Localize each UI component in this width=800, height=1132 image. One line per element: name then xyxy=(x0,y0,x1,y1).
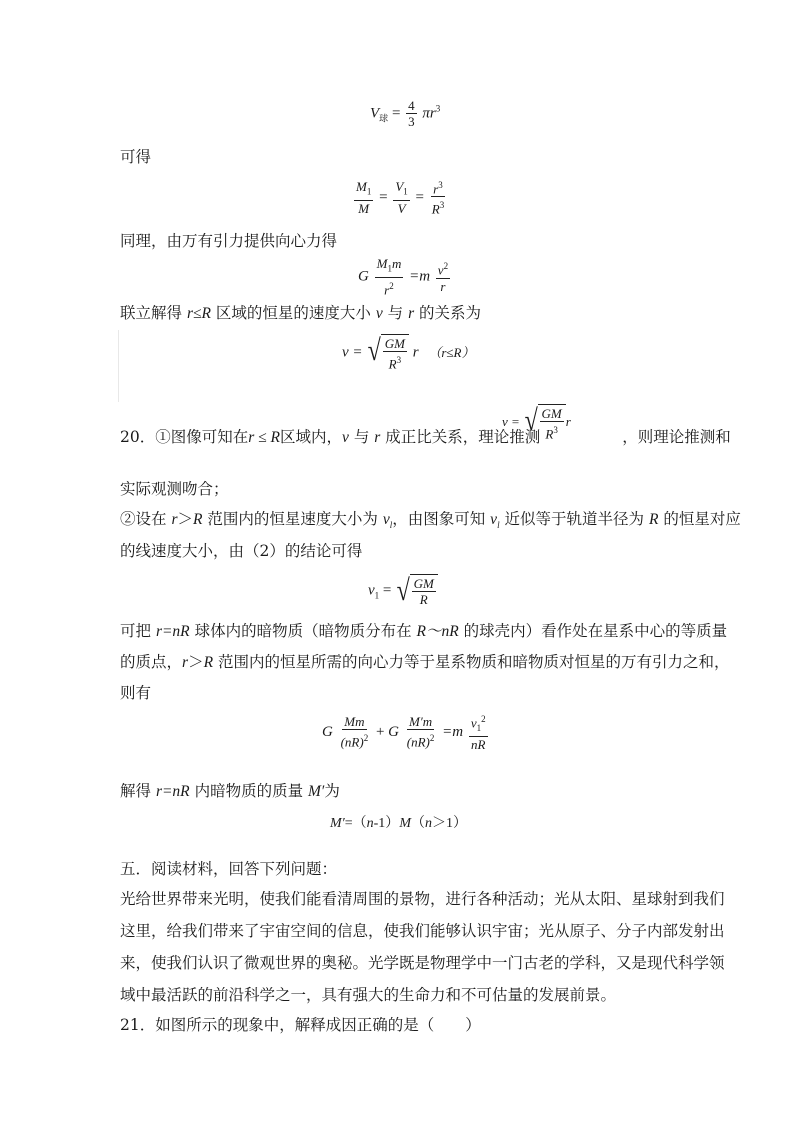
g-symbol: G xyxy=(358,268,369,285)
equation-dark-matter xyxy=(322,712,490,753)
seg: 的恒星对应 xyxy=(658,510,741,528)
sub: 1 xyxy=(403,186,408,197)
equals-m: =m xyxy=(442,723,464,740)
text-q2 xyxy=(120,508,741,536)
seg: -1） xyxy=(373,816,400,831)
seg-math: v xyxy=(382,511,390,528)
seg-math: r=nR xyxy=(155,623,190,640)
seg: 解得 xyxy=(120,782,156,800)
seg-math: M′ xyxy=(308,783,325,800)
paragraph-line: 来，使我们认识了微观世界的奥秘。光学既是物理学中一门古老的学科，又是现代科学领 xyxy=(120,954,725,972)
den: (nR) xyxy=(340,734,364,750)
exp: 2 xyxy=(429,733,435,744)
seg: （ xyxy=(410,816,425,831)
fraction-1 xyxy=(339,714,371,750)
equation-gravity xyxy=(358,256,452,298)
fraction-centripetal xyxy=(436,259,450,294)
lhs: v = xyxy=(502,414,520,430)
denominator: 3 xyxy=(408,114,415,129)
seg-math: r ≤ R xyxy=(248,429,280,446)
equals-m: =m xyxy=(409,268,431,285)
den: nR xyxy=(471,736,486,752)
seg: =（ xyxy=(344,816,367,831)
text-lianli xyxy=(120,302,481,325)
seg-math: R xyxy=(193,511,203,528)
seg: 球体内的暗物质（暗物质分布在 xyxy=(189,622,417,640)
exp: 2 xyxy=(389,280,394,291)
den-r: R xyxy=(431,201,440,217)
equals: = xyxy=(379,582,392,599)
fraction-v xyxy=(393,179,409,217)
num: M′m xyxy=(409,714,433,730)
den: (nR) xyxy=(406,734,430,750)
equation-q20-inline xyxy=(502,404,571,442)
equation-sphere-volume: $V_球$ = $\frac{4}{3}$ $\pi r^3$ xyxy=(370,98,441,129)
sub: l xyxy=(389,520,393,531)
sub: 1 xyxy=(374,590,380,601)
num: GM xyxy=(384,336,405,351)
sub: 1 xyxy=(366,186,372,197)
exp: 3 xyxy=(439,200,445,211)
seg-math: M′ xyxy=(330,816,345,831)
text-zeyou: 则有 xyxy=(120,684,152,702)
sub: 1 xyxy=(387,263,392,274)
text-tongli: 同理，由万有引力提供向心力得 xyxy=(120,232,338,250)
num-r: r xyxy=(433,181,439,197)
seg: 可把 xyxy=(120,622,156,640)
num: GM xyxy=(413,576,434,591)
seg-math: r xyxy=(182,654,189,671)
seg-math: R xyxy=(203,654,214,671)
paragraph-line: 域中最活跃的前沿科学之一，具有强大的生命力和不可估量的发展前景。 xyxy=(120,986,617,1004)
seg: ＞ xyxy=(188,653,204,671)
fraction xyxy=(383,336,407,372)
fraction-r xyxy=(430,178,446,218)
seg: 近似等于轨道半径为 xyxy=(499,510,649,528)
plus: + xyxy=(375,723,385,740)
seg: 与 xyxy=(382,304,409,322)
seg: 范围内的恒星速度大小为 xyxy=(202,510,383,528)
den: R xyxy=(388,356,397,372)
fraction-force xyxy=(375,256,404,298)
seg: 20．①图像可知在 xyxy=(120,428,249,446)
lhs: v = xyxy=(342,344,363,361)
paragraph-line: 这里，给我们带来了宇宙空间的信息，使我们能够认识宇宙；光从原子、分子内部发射出 xyxy=(120,922,725,940)
text-shiji: 实际观测吻合； xyxy=(120,480,229,498)
num: GM xyxy=(541,406,562,421)
seg: ，由图象可知 xyxy=(392,510,491,528)
fraction xyxy=(406,98,417,130)
fraction xyxy=(540,406,564,442)
equation-v1 xyxy=(368,574,438,608)
exp: 3 xyxy=(553,425,558,435)
text-zhidian xyxy=(120,651,729,674)
num-v: V xyxy=(395,179,404,195)
g-symbol: G xyxy=(322,723,333,740)
num: Mm xyxy=(344,714,365,730)
seg: 与 xyxy=(348,428,375,446)
seg-math: r xyxy=(374,429,381,446)
seg: 的质点， xyxy=(120,653,183,671)
sqrt: √ $\frac{GM}{R^3}$ xyxy=(366,334,409,372)
seg: ，则理论推测和 xyxy=(622,428,731,446)
seg-math: r=nR xyxy=(155,783,190,800)
den-r: r xyxy=(440,278,446,294)
seg: 成正比关系，理论推测 xyxy=(380,428,541,446)
seg: 的球壳内）看作处在星系中心的等质量 xyxy=(458,622,728,640)
seg-math: M xyxy=(399,816,411,831)
num-m: m xyxy=(391,256,402,271)
sqrt: √ $\frac{GM}{R}$ xyxy=(395,574,438,608)
seg-math: R xyxy=(648,511,659,528)
seg-math: r≤R xyxy=(186,305,211,322)
exp: 3 xyxy=(438,180,443,190)
seg-math: v xyxy=(490,511,498,528)
seg: 区域的恒星的速度大小 xyxy=(210,304,376,322)
fraction-m xyxy=(354,179,373,217)
fraction-3 xyxy=(469,712,488,753)
den-v: V xyxy=(397,200,406,216)
sub: l xyxy=(497,520,500,531)
equation-velocity-inner xyxy=(342,334,474,372)
equation-result xyxy=(330,812,467,832)
seg: 联立解得 xyxy=(120,304,187,322)
seg-math: v xyxy=(375,305,383,322)
exp: 2 xyxy=(443,261,449,272)
equation-ratio: $\frac{M_1}{M}$ = $\frac{V_1}{V}$ = $\frac{r^3}{R^3}$ xyxy=(356,179,445,217)
seg: ＞1） xyxy=(431,816,467,831)
margin-bar xyxy=(118,330,119,402)
text-jiede xyxy=(120,780,340,803)
seg: ②设在 xyxy=(120,510,172,528)
seg: 范围内的恒星所需的向心力等于星系物质和暗物质对恒星的万有引力之和， xyxy=(213,653,730,671)
seg: 区域内， xyxy=(280,428,343,446)
tail-r: r xyxy=(565,414,571,430)
section-5-heading: 五．阅读材料，回答下列问题： xyxy=(120,860,338,878)
exp: 3 xyxy=(396,355,402,365)
text-xian: 的线速度大小，由（2）的结论可得 xyxy=(120,542,363,560)
seg-math: n xyxy=(366,816,374,831)
condition: （r≤R） xyxy=(428,344,475,360)
den: r xyxy=(384,281,390,297)
seg: ＞ xyxy=(177,510,193,528)
num-v: v xyxy=(437,262,444,278)
seg: 为 xyxy=(324,782,340,800)
den: R xyxy=(419,592,428,607)
den-m: M xyxy=(358,200,370,216)
fraction-2 xyxy=(405,714,437,750)
exponent: 3 xyxy=(435,103,441,114)
num-m: M xyxy=(356,179,367,195)
numerator: 4 xyxy=(408,98,415,113)
sqrt: √ $\frac{GM}{R^3}$ xyxy=(523,404,566,442)
text-kebao xyxy=(120,620,727,643)
seg-math: n xyxy=(424,816,432,831)
den: R xyxy=(545,426,554,442)
text-kede: 可得 xyxy=(120,148,152,166)
tail-r: r xyxy=(412,344,419,361)
g-symbol: G xyxy=(388,723,400,740)
eq-lhs-sub: 球 xyxy=(379,113,389,124)
question-20 xyxy=(120,426,731,449)
fraction xyxy=(412,576,436,608)
eq-lhs: V xyxy=(370,105,380,122)
num: M xyxy=(376,256,388,271)
seg-math: R～nR xyxy=(416,623,459,640)
paragraph-line: 光给世界带来光明，使我们能看清周围的景物，进行各种活动；光从太阳、星球射到我们 xyxy=(120,890,725,908)
sub: 1 xyxy=(476,722,482,733)
seg-math: v xyxy=(342,429,349,446)
exp: 2 xyxy=(481,714,486,724)
exp: 2 xyxy=(363,733,369,744)
seg-math: r xyxy=(171,511,178,528)
lhs: v xyxy=(368,582,375,599)
eq-rhs: πr xyxy=(422,105,436,122)
seg: 的关系为 xyxy=(414,304,482,322)
seg: 内暗物质的质量 xyxy=(189,782,309,800)
num: v xyxy=(470,715,477,731)
question-21: 21．如图所示的现象中，解释成因正确的是（ ） xyxy=(120,1016,481,1034)
seg-math: r xyxy=(408,305,415,322)
